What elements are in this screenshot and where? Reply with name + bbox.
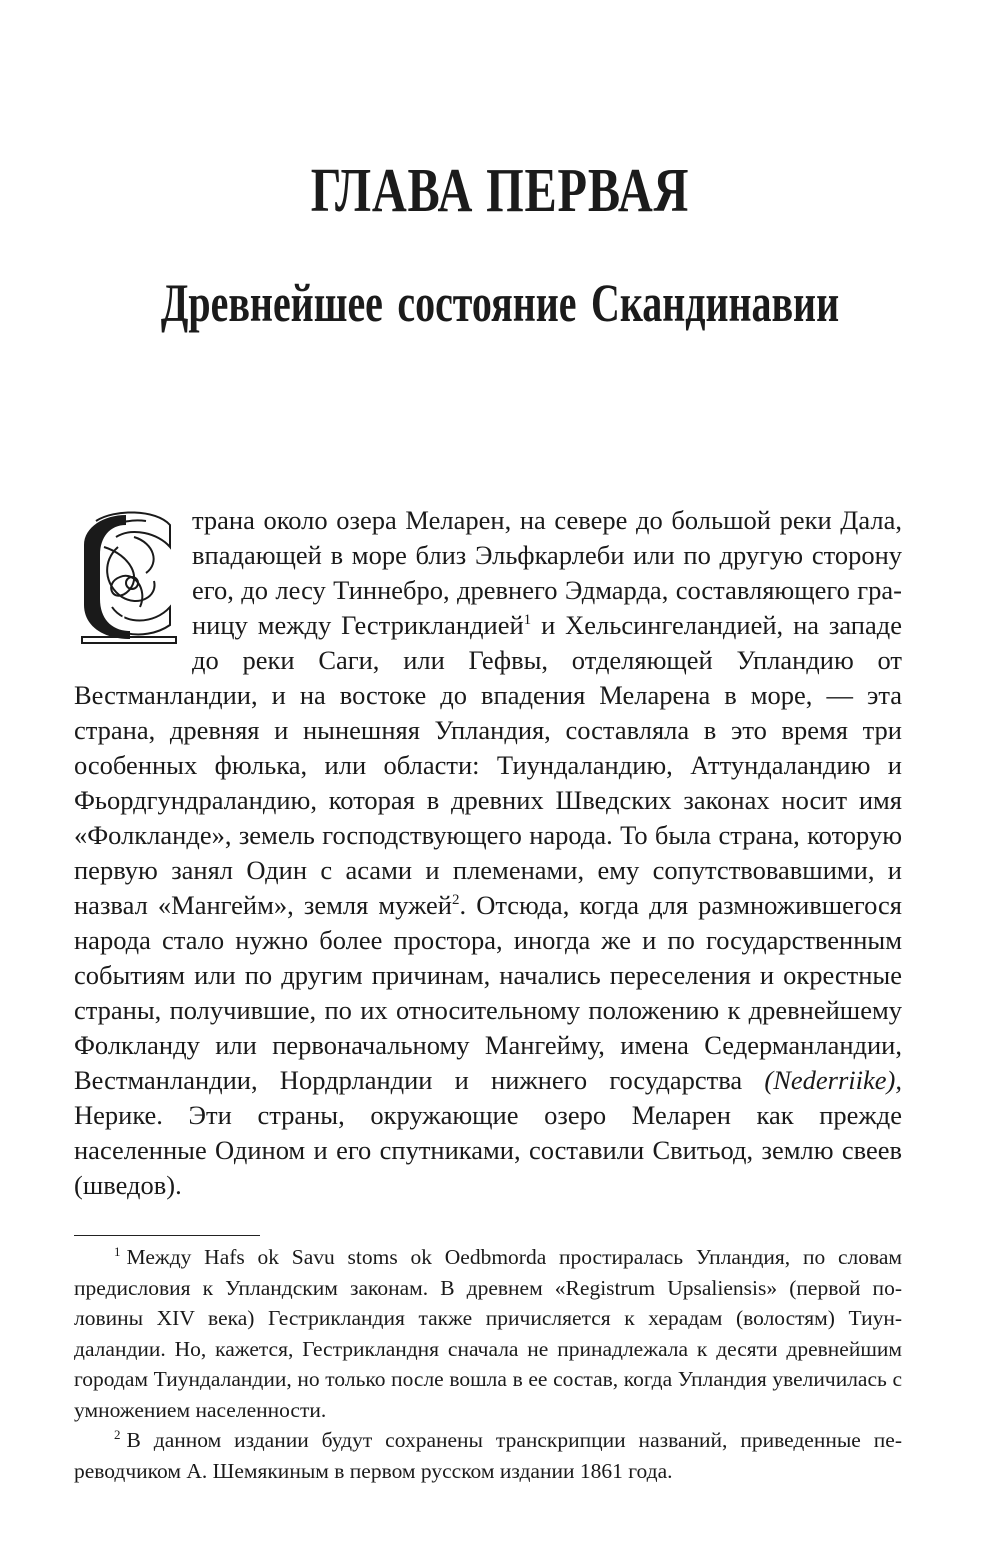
- footnote-mark: 2: [114, 1427, 121, 1442]
- footnote-mark: 1: [114, 1244, 121, 1259]
- footnote-ref: 1: [523, 612, 532, 628]
- text-segment: трана около озера Меларен, на севере до большой реки Дала, впадающей в море близ Эльфкарлеби или по другую сторону его, до лесу Тиннебро, древнего Эдмарда, составляющего границу между Гестрикландией: [192, 505, 902, 640]
- footnote-divider: [74, 1235, 260, 1236]
- footnote: [74, 1425, 902, 1486]
- footnote-ref: 2: [451, 892, 460, 908]
- footnotes: [74, 1242, 902, 1486]
- footnote-text: Между Hafs ok Savu stoms ok Oedbmorda простиралась Упландия, по словам предисловия к Упландским законам. В древнем «Registrum Upsaliensis» (первой половины XIV века) Гестрикландия также причисляется к херадам (волостям) Тиундаландии. Но, кажется, Гестрикландня сначала не принадлежала к десяти древнейшим городам Тиундаландии, но только после вошла в ее состав, когда Упландия увеличилась с умножением населенности.: [74, 1245, 902, 1422]
- dropcap-letter: С: [121, 608, 135, 630]
- text-segment: . Отсюда, когда для размножившегося народа стало нужно более простора, иногда же и по государственным событиям или по другим причинам, начались переселения и окрестные страны, получившие, по их относительному положению к древнейшему Фолкланду или первоначальному Мангейму, имена Седерманландии, Вестманландии, Нордрландии и нижнего государства: [74, 890, 902, 1095]
- text-segment: и Хельсингеландией, на западе до реки Саги, или Гефвы, отделяющей Упландию от Вестманландии, и на востоке до впадения Меларена в море, — эта страна, древняя и нынешняя Упландия, составляла в это время три особенных фюлька, или области: Тиундаландию, Аттундаландию и Фьордгундраландию, которая в древних Шведских законах носит имя «Фолкланде», земель господствующего народа. То была страна, которую первую занял Один с асами и племенами, ему сопутствовавшими, и назвал «Мангейм», земля мужей: [74, 610, 902, 920]
- chapter-title: ГЛАВА ПЕРВАЯ: [310, 157, 690, 225]
- chapter-subtitle: Древнейшее состояние Скандинавии: [160, 273, 840, 333]
- footnote: [74, 1242, 902, 1425]
- footnote-text: В данном издании будут сохранены транскрипции названий, приведенные переводчиком А. Шемякиным в первом русском издании 1861 года.: [74, 1428, 902, 1483]
- dropcap-ornament: [74, 507, 184, 645]
- foreign-term: (Nederriike),: [764, 1065, 902, 1095]
- text-segment: Нерике. Эти страны, окружающие озеро Меларен как прежде населенные Одином и его спутниками, составили Свитьод, землю свеев (шведов).: [74, 1100, 902, 1200]
- body-paragraph: [74, 503, 902, 1203]
- paragraph-text: [74, 503, 902, 1203]
